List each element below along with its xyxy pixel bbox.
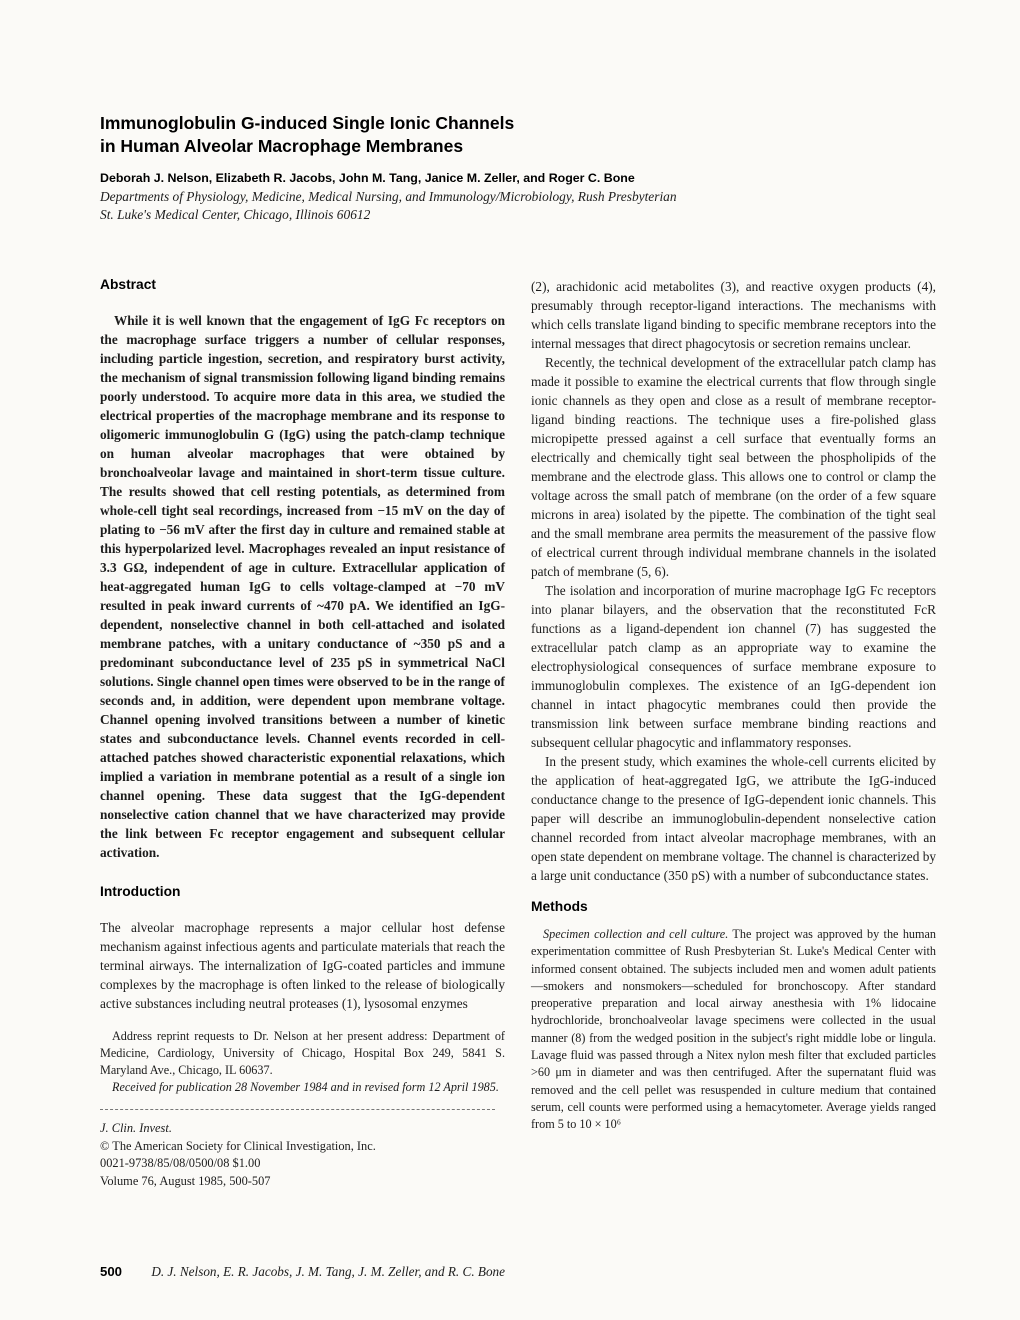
methods-body-text: The project was approved by the human experimentation committee of Rush Presbyterian St. Luke's Medical Center with informed consent obtained. The subjects included men and women adult patients—smokers and nonsmokers—scheduled for bronchoscopy. After standard preoperative preparation and local airway anesthesia with 1% lidocaine hydrochloride, bronchoalveolar lavage specimens were collected in the usual manner (8) from the wedged position in the subject's right middle lobe or lingula. Lavage fluid was passed through a Nitex nylon mesh filter that excluded particles >60 μm in diameter and was then centrifuged. After the supernatant fluid was removed and the cell pellet was resuspended in culture medium that contained serum, cell counts were performed using a hemacytometer. Average yields ranged from 5 to 10 × 10⁶ (531, 927, 936, 1132)
methods-paragraph (531, 926, 936, 1134)
paper-title (100, 112, 936, 158)
footnote-block (100, 1028, 505, 1096)
running-authors: D. J. Nelson, E. R. Jacobs, J. M. Tang, J. M. Zeller, and R. C. Bone (151, 1264, 506, 1279)
right-column (531, 277, 936, 1190)
footnote-address: Address reprint requests to Dr. Nelson at her present address: Department of Medicine, Cardiology, University of Chicago, Hospital Box 249, 5841 S. Maryland Ave., Chicago, IL 60637. (100, 1029, 505, 1077)
journal-issn-price: 0021-9738/85/08/0500/08 $1.00 (100, 1156, 261, 1170)
affiliation-line-1: Departments of Physiology, Medicine, Medical Nursing, and Immunology/Microbiology, Rush Presbyterian (100, 189, 677, 204)
methods-lead-in: Specimen collection and cell culture. (543, 927, 729, 941)
paper-header (100, 112, 936, 223)
body-paragraph: In the present study, which examines the whole-cell currents elicited by the application of heat-aggregated IgG, we attribute the IgG-induced conductance change to the presence of IgG-dependent ionic channels. This paper will describe an immunoglobulin-dependent nonselective cation channel recorded from intact alveolar macrophage membranes, with an open state dependent on membrane voltage. The channel is characterized by a large unit conductance (350 pS) with a number of subconductance states. (531, 754, 936, 883)
affiliation-line-2: St. Luke's Medical Center, Chicago, Illinois 60612 (100, 206, 371, 222)
body-paragraph-continuation: (2), arachidonic acid metabolites (3), and reactive oxygen products (4), presumably through receptor-ligand interactions. The mechanisms with which cells translate ligand binding to specific membrane receptors into the internal messages that direct phagocytosis or secretion remains unclear. (531, 279, 936, 351)
journal-name: J. Clin. Invest. (100, 1121, 172, 1135)
page-footer (100, 1264, 505, 1280)
abstract-text: While it is well known that the engagement of IgG Fc receptors on the macrophage surface triggers a number of cellular responses, including particle ingestion, secretion, and respiratory burst activity, the mechanism of signal transmission following ligand binding remains poorly understood. To acquire more data in this area, we studied the electrical properties of the macrophage membrane and its response to oligomeric immunoglobulin G (IgG) using the patch-clamp technique on human alveolar macrophages that were obtained by bronchoalveolar lavage and maintained in short-term tissue culture. The results showed that cell resting potentials, as determined from whole-cell tight seal recordings, increased from −15 mV on the day of plating to −56 mV after the first day in culture and remained stable at this hyperpolarized level. Macrophages revealed an input resistance of 3.3 GΩ, independent of age in culture. Extracellular application of heat-aggregated human IgG to cells voltage-clamped at −70 mV resulted in peak inward currents of ~470 pA. We identified an IgG-dependent, nonselective channel in both cell-attached and isolated membrane patches, with a unitary conductance of ~350 pS and a predominant subconductance level of 235 pS in symmetrical NaCl solutions. Single channel open times were observed to be in the range of seconds and, in addition, were dependent upon membrane voltage. Channel opening involved transitions between a number of kinetic states and subconductance levels. Channel events recorded in cell-attached patches showed characteristic exponential relaxations, which implied a variation in membrane potential as a result of a single ion channel opening. These data suggest that the IgG-dependent nonselective cation channel that we have characterized may provide the link between Fc receptor engagement and subsequent cellular activation. (100, 313, 505, 860)
divider-rule (100, 1109, 495, 1110)
left-column (100, 277, 505, 1190)
journal-volume: Volume 76, August 1985, 500-507 (100, 1173, 271, 1188)
journal-info-block (100, 1120, 505, 1190)
methods-heading: Methods (531, 899, 588, 914)
body-paragraph: The isolation and incorporation of murine macrophage IgG Fc receptors into planar bilayers, and the observation that the reconstituted FcR functions as a ligand-dependent ion channel (7) has suggested the extracellular patch clamp as an appropriate way to examine the electrophysiological consequences of surface membrane exposure to immunoglobulin complexes. The existence of an IgG-dependent ion channel in intact phagocytic membranes could then provide the transmission link between surface membrane binding reactions and subsequent cellular phagocytic and inflammatory responses. (531, 583, 936, 750)
body-paragraph: Recently, the technical development of the extracellular patch clamp has made it possible to examine the electrical currents that flow through single ionic channels as they open and close as a result of membrane receptor-ligand binding reactions. The technique uses a fire-polished glass micropipette pressed against a cell surface that eventually forms an electrically and chemically tight seal between the phospholipids of the membrane and the electrode glass. This allows one to control or clamp the voltage across the small patch of membrane (on the order of a few square microns in area) isolated by the pipette. The combination of the tight seal and the small membrane area permits the measurement of the passive flow of electrical current through individual membrane channels in the isolated patch of membrane (5, 6). (531, 355, 936, 579)
introduction-text: The alveolar macrophage represents a major cellular host defense mechanism against infectious agents and particulate materials that reach the terminal airways. The internalization of IgG-coated particles and immune complexes by the macrophage is often linked to the release of biologically active substances including neutral proteases (1), lysosomal enzymes (100, 920, 505, 1011)
title-line-2: in Human Alveolar Macrophage Membranes (100, 136, 464, 156)
authors-line: Deborah J. Nelson, Elizabeth R. Jacobs, John M. Tang, Janice M. Zeller, and Roger C. Bone (100, 171, 635, 185)
page-number: 500 (100, 1264, 123, 1279)
journal-copyright: © The American Society for Clinical Investigation, Inc. (100, 1138, 376, 1153)
abstract-heading: Abstract (100, 277, 156, 292)
introduction-heading: Introduction (100, 884, 181, 899)
title-line-1: Immunoglobulin G-induced Single Ionic Channels (100, 113, 515, 133)
affiliation (100, 188, 936, 223)
footnote-received: Received for publication 28 November 1984 and in revised form 12 April 1985. (112, 1080, 499, 1094)
two-column-body (100, 277, 936, 1190)
